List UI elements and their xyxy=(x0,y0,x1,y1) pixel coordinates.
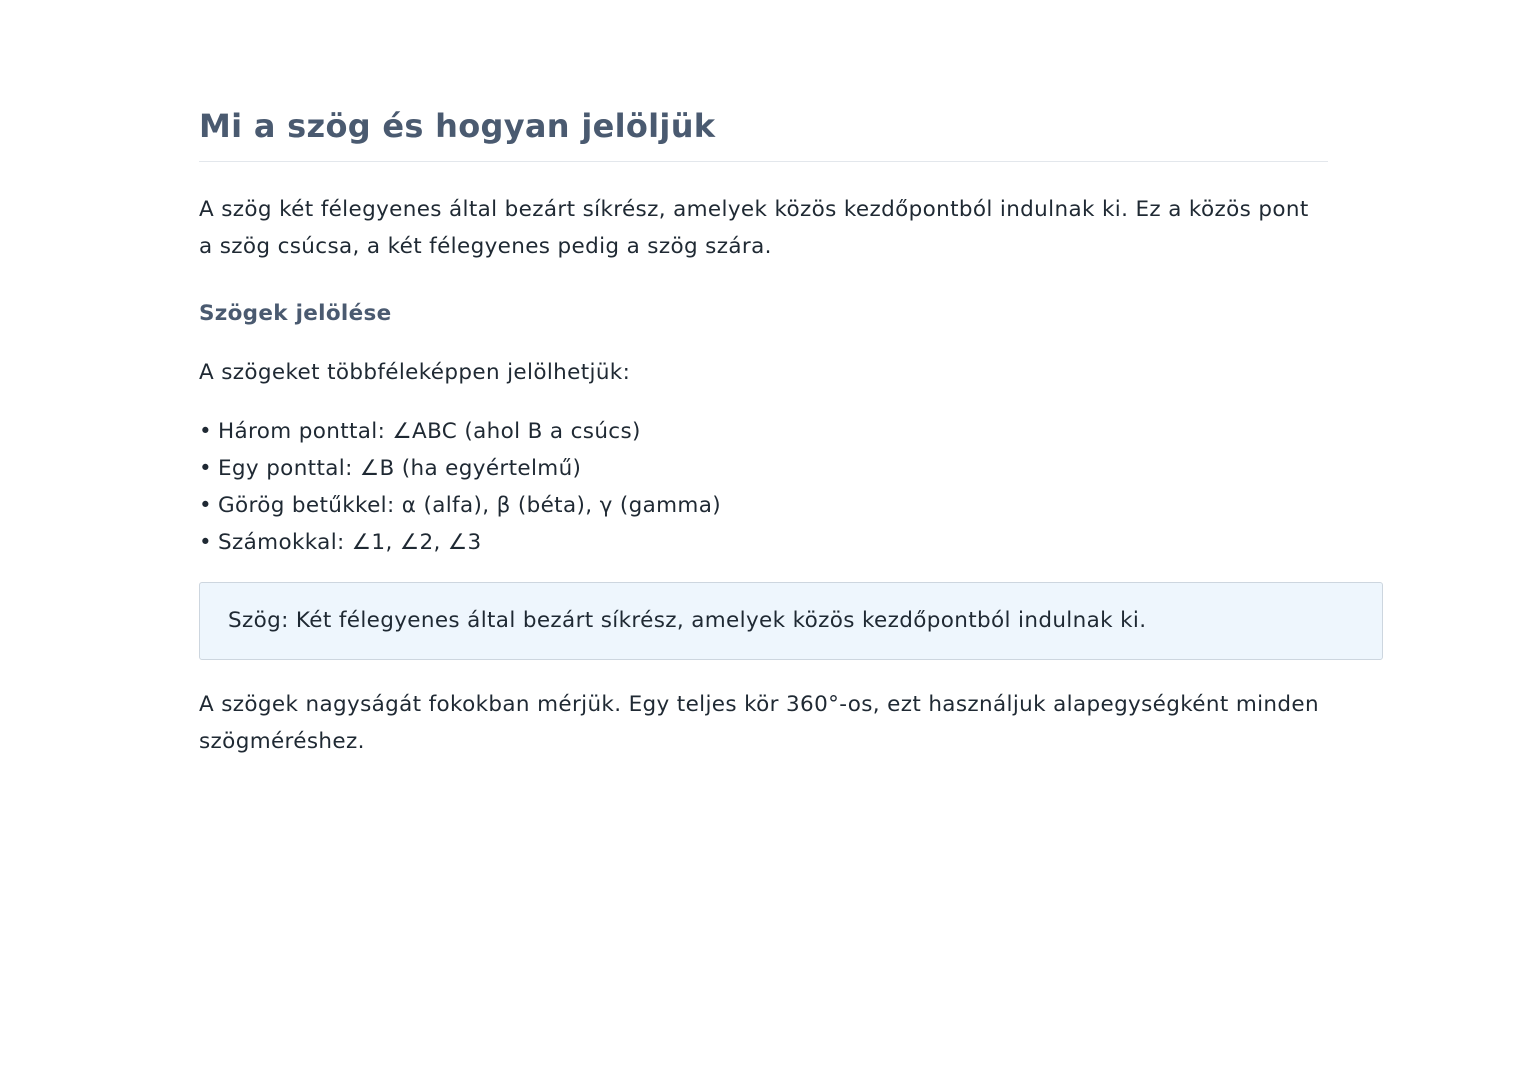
list-item xyxy=(199,487,721,524)
list-item xyxy=(199,450,721,487)
list-item-text: Számokkal: ∠1, ∠2, ∠3 xyxy=(218,530,482,555)
definition-box xyxy=(199,582,1383,660)
definition-text: Szög: Két félegyenes által bezárt síkrész, amelyek közös kezdőpontból indulnak ki. xyxy=(228,608,1147,633)
bullet-icon: • xyxy=(199,419,213,444)
notation-list xyxy=(199,413,721,561)
title-divider xyxy=(199,161,1328,162)
bullet-icon: • xyxy=(199,456,213,481)
bullet-icon: • xyxy=(199,493,213,518)
intro-paragraph: A szög két félegyenes által bezárt síkrész, amelyek közös kezdőpontból indulnak ki. Ez a közös pont a szög csúcsa, a két félegyenes pedig a szög szára. xyxy=(199,197,1309,259)
page-title: Mi a szög és hogyan jelöljük xyxy=(199,107,716,145)
list-item xyxy=(199,524,721,561)
closing-paragraph: A szögek nagyságát fokokban mérjük. Egy teljes kör 360°-os, ezt használjuk alapegységként minden szögméréshez. xyxy=(199,692,1319,754)
list-item xyxy=(199,413,721,450)
list-item-text: Görög betűkkel: α (alfa), β (béta), γ (gamma) xyxy=(218,493,721,518)
section-heading: Szögek jelölése xyxy=(199,301,392,326)
list-lead-paragraph: A szögeket többféleképpen jelölhetjük: xyxy=(199,360,631,385)
list-item-text: Három ponttal: ∠ABC (ahol B a csúcs) xyxy=(218,419,641,444)
list-item-text: Egy ponttal: ∠B (ha egyértelmű) xyxy=(218,456,582,481)
bullet-icon: • xyxy=(199,530,213,555)
